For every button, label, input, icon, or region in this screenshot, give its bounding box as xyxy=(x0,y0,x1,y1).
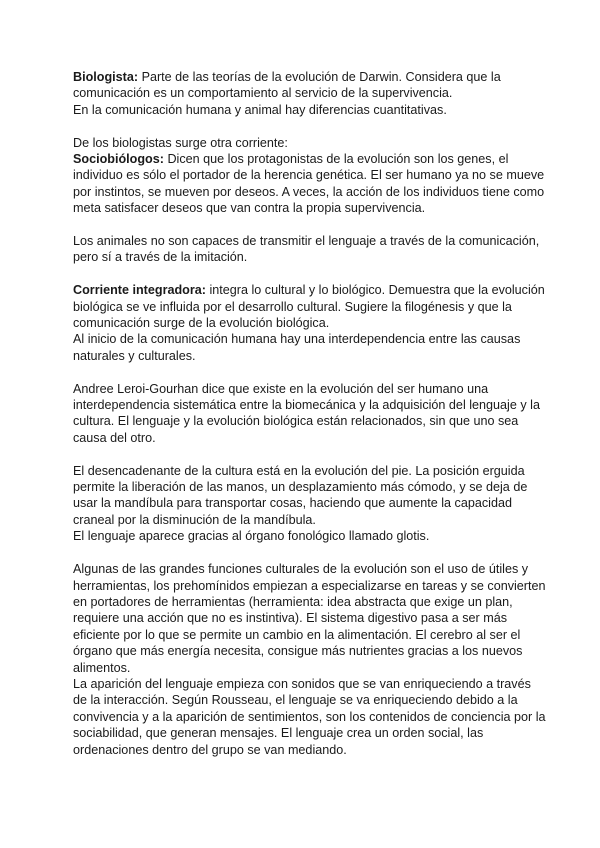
text-line xyxy=(73,249,513,265)
text-line xyxy=(73,512,513,528)
text-run: de la interacción. Según Rousseau, el lenguaje se va enriqueciendo debido a la xyxy=(73,693,518,708)
paragraph xyxy=(73,233,540,266)
text-line xyxy=(73,331,521,347)
document-page xyxy=(73,69,546,774)
paragraph xyxy=(73,463,528,545)
text-line xyxy=(73,692,518,708)
text-run: por instintos, se mueven por deseos. A veces, la acción de los individuos tiene como xyxy=(73,184,545,199)
paragraph xyxy=(73,282,545,364)
text-run: Dicen que los protagonistas de la evolución son los genes, el xyxy=(163,152,509,167)
text-run: individuo es sólo el portador de la herencia genética. El ser humano ya no se mueve xyxy=(73,168,545,183)
text-run: alimentos. xyxy=(73,660,131,675)
text-run: naturales y culturales. xyxy=(73,348,196,363)
text-run: Al inicio de la comunicación humana hay una interdependencia entre las causas xyxy=(73,332,521,347)
text-line xyxy=(73,151,513,167)
text-run: comunicación es un comportamiento al servicio de la supervivencia. xyxy=(73,86,453,101)
text-run: Parte de las teorías de la evolución de Darwin. Considera que la xyxy=(138,70,501,84)
text-line xyxy=(73,627,521,643)
paragraph xyxy=(73,135,545,217)
paragraph xyxy=(73,69,513,118)
text-line xyxy=(73,69,513,85)
text-line xyxy=(73,299,513,315)
text-run: en portadores de herramientas (herramienta: idea abstracta que exige un plan, xyxy=(73,594,513,609)
text-run: requiere una acción que no es instintiva). El sistema digestivo pasa a ser más xyxy=(73,611,508,626)
text-line xyxy=(73,184,545,200)
text-run: En la comunicación humana y animal hay diferencias cuantitativas. xyxy=(73,102,447,117)
text-run: cultura. El lenguaje y la evolución biológica están relacionados, sin que uno sea xyxy=(73,414,519,429)
text-run: craneal por la disminución de la mandíbula. xyxy=(73,512,316,527)
text-run: pero sí a través de la imitación. xyxy=(73,250,248,265)
text-line xyxy=(73,413,519,429)
text-line xyxy=(73,430,513,446)
text-line xyxy=(73,85,513,101)
text-run: La aparición del lenguaje empieza con sonidos que se van enriqueciendo a través xyxy=(73,676,531,691)
text-run: órgano que más energía necesita, consigue más nutrientes gracias a los nuevos xyxy=(73,644,523,659)
text-run: causa del otro. xyxy=(73,430,156,445)
text-run: meta satisfacer deseos que van contra la propia supervivencia. xyxy=(73,201,426,216)
text-run: usar la mandíbula para transportar cosas, haciendo que aumente la capacidad xyxy=(73,496,512,511)
text-line xyxy=(73,594,513,610)
text-line xyxy=(73,282,545,298)
text-line xyxy=(73,315,513,331)
text-run: ordenaciones dentro del grupo se van mediando. xyxy=(73,742,347,757)
text-line xyxy=(73,610,513,626)
text-line xyxy=(73,135,513,151)
text-run: integra lo cultural y lo biológico. Demuestra que la evolución xyxy=(205,283,545,298)
text-line xyxy=(73,660,513,676)
text-line xyxy=(73,643,523,659)
term-heading: Corriente integradora: xyxy=(73,283,206,298)
text-line xyxy=(73,200,513,216)
text-line xyxy=(73,102,513,118)
text-run: De los biologistas surge otra corriente: xyxy=(73,135,288,150)
text-run: comunicación surge de la evolución biológica. xyxy=(73,316,330,331)
text-line xyxy=(73,479,528,495)
text-line xyxy=(73,528,513,544)
text-run: Andree Leroi-Gourhan dice que existe en la evolución del ser humano una xyxy=(73,381,489,396)
text-run: eficiente por lo que se permite un cambio en la alimentación. El cerebro al ser el xyxy=(73,627,521,642)
text-line xyxy=(73,167,545,183)
term-heading: Biologista: xyxy=(73,70,139,84)
text-run: Los animales no son capaces de transmitir el lenguaje a través de la comunicación, xyxy=(73,234,540,249)
text-run: permite la liberación de las manos, un desplazamiento más cómodo, y se deja de xyxy=(73,480,528,495)
text-line xyxy=(73,676,531,692)
text-line xyxy=(73,742,513,758)
text-run: convivencia y a la aparición de sentimientos, son los contenidos de conciencia por la xyxy=(73,709,546,724)
text-line xyxy=(73,233,540,249)
paragraph xyxy=(73,381,540,447)
text-run: Algunas de las grandes funciones culturales de la evolución son el uso de útiles y xyxy=(73,562,529,577)
text-run: El desencadenante de la cultura está en la evolución del pie. La posición erguida xyxy=(73,463,525,478)
text-line xyxy=(73,348,513,364)
text-line xyxy=(73,381,513,397)
paragraph xyxy=(73,561,546,758)
text-run: biológica se ve influida por el desarrollo cultural. Sugiere la filogénesis y que la xyxy=(73,299,512,314)
text-line xyxy=(73,397,540,413)
text-line xyxy=(73,725,513,741)
text-line xyxy=(73,578,546,594)
text-line xyxy=(73,561,529,577)
text-line xyxy=(73,495,513,511)
text-line xyxy=(73,709,546,725)
text-run: herramientas, los prehomínidos empiezan a especializarse en tareas y se convierten xyxy=(73,578,546,593)
text-line xyxy=(73,463,525,479)
text-run: interdependencia sistemática entre la biomecánica y la adquisición del lenguaje y la xyxy=(73,398,540,413)
term-heading: Sociobiólogos: xyxy=(73,152,164,167)
text-run: sociabilidad, que generan mensajes. El lenguaje crea un orden social, las xyxy=(73,726,484,741)
text-run: El lenguaje aparece gracias al órgano fonológico llamado glotis. xyxy=(73,529,430,544)
